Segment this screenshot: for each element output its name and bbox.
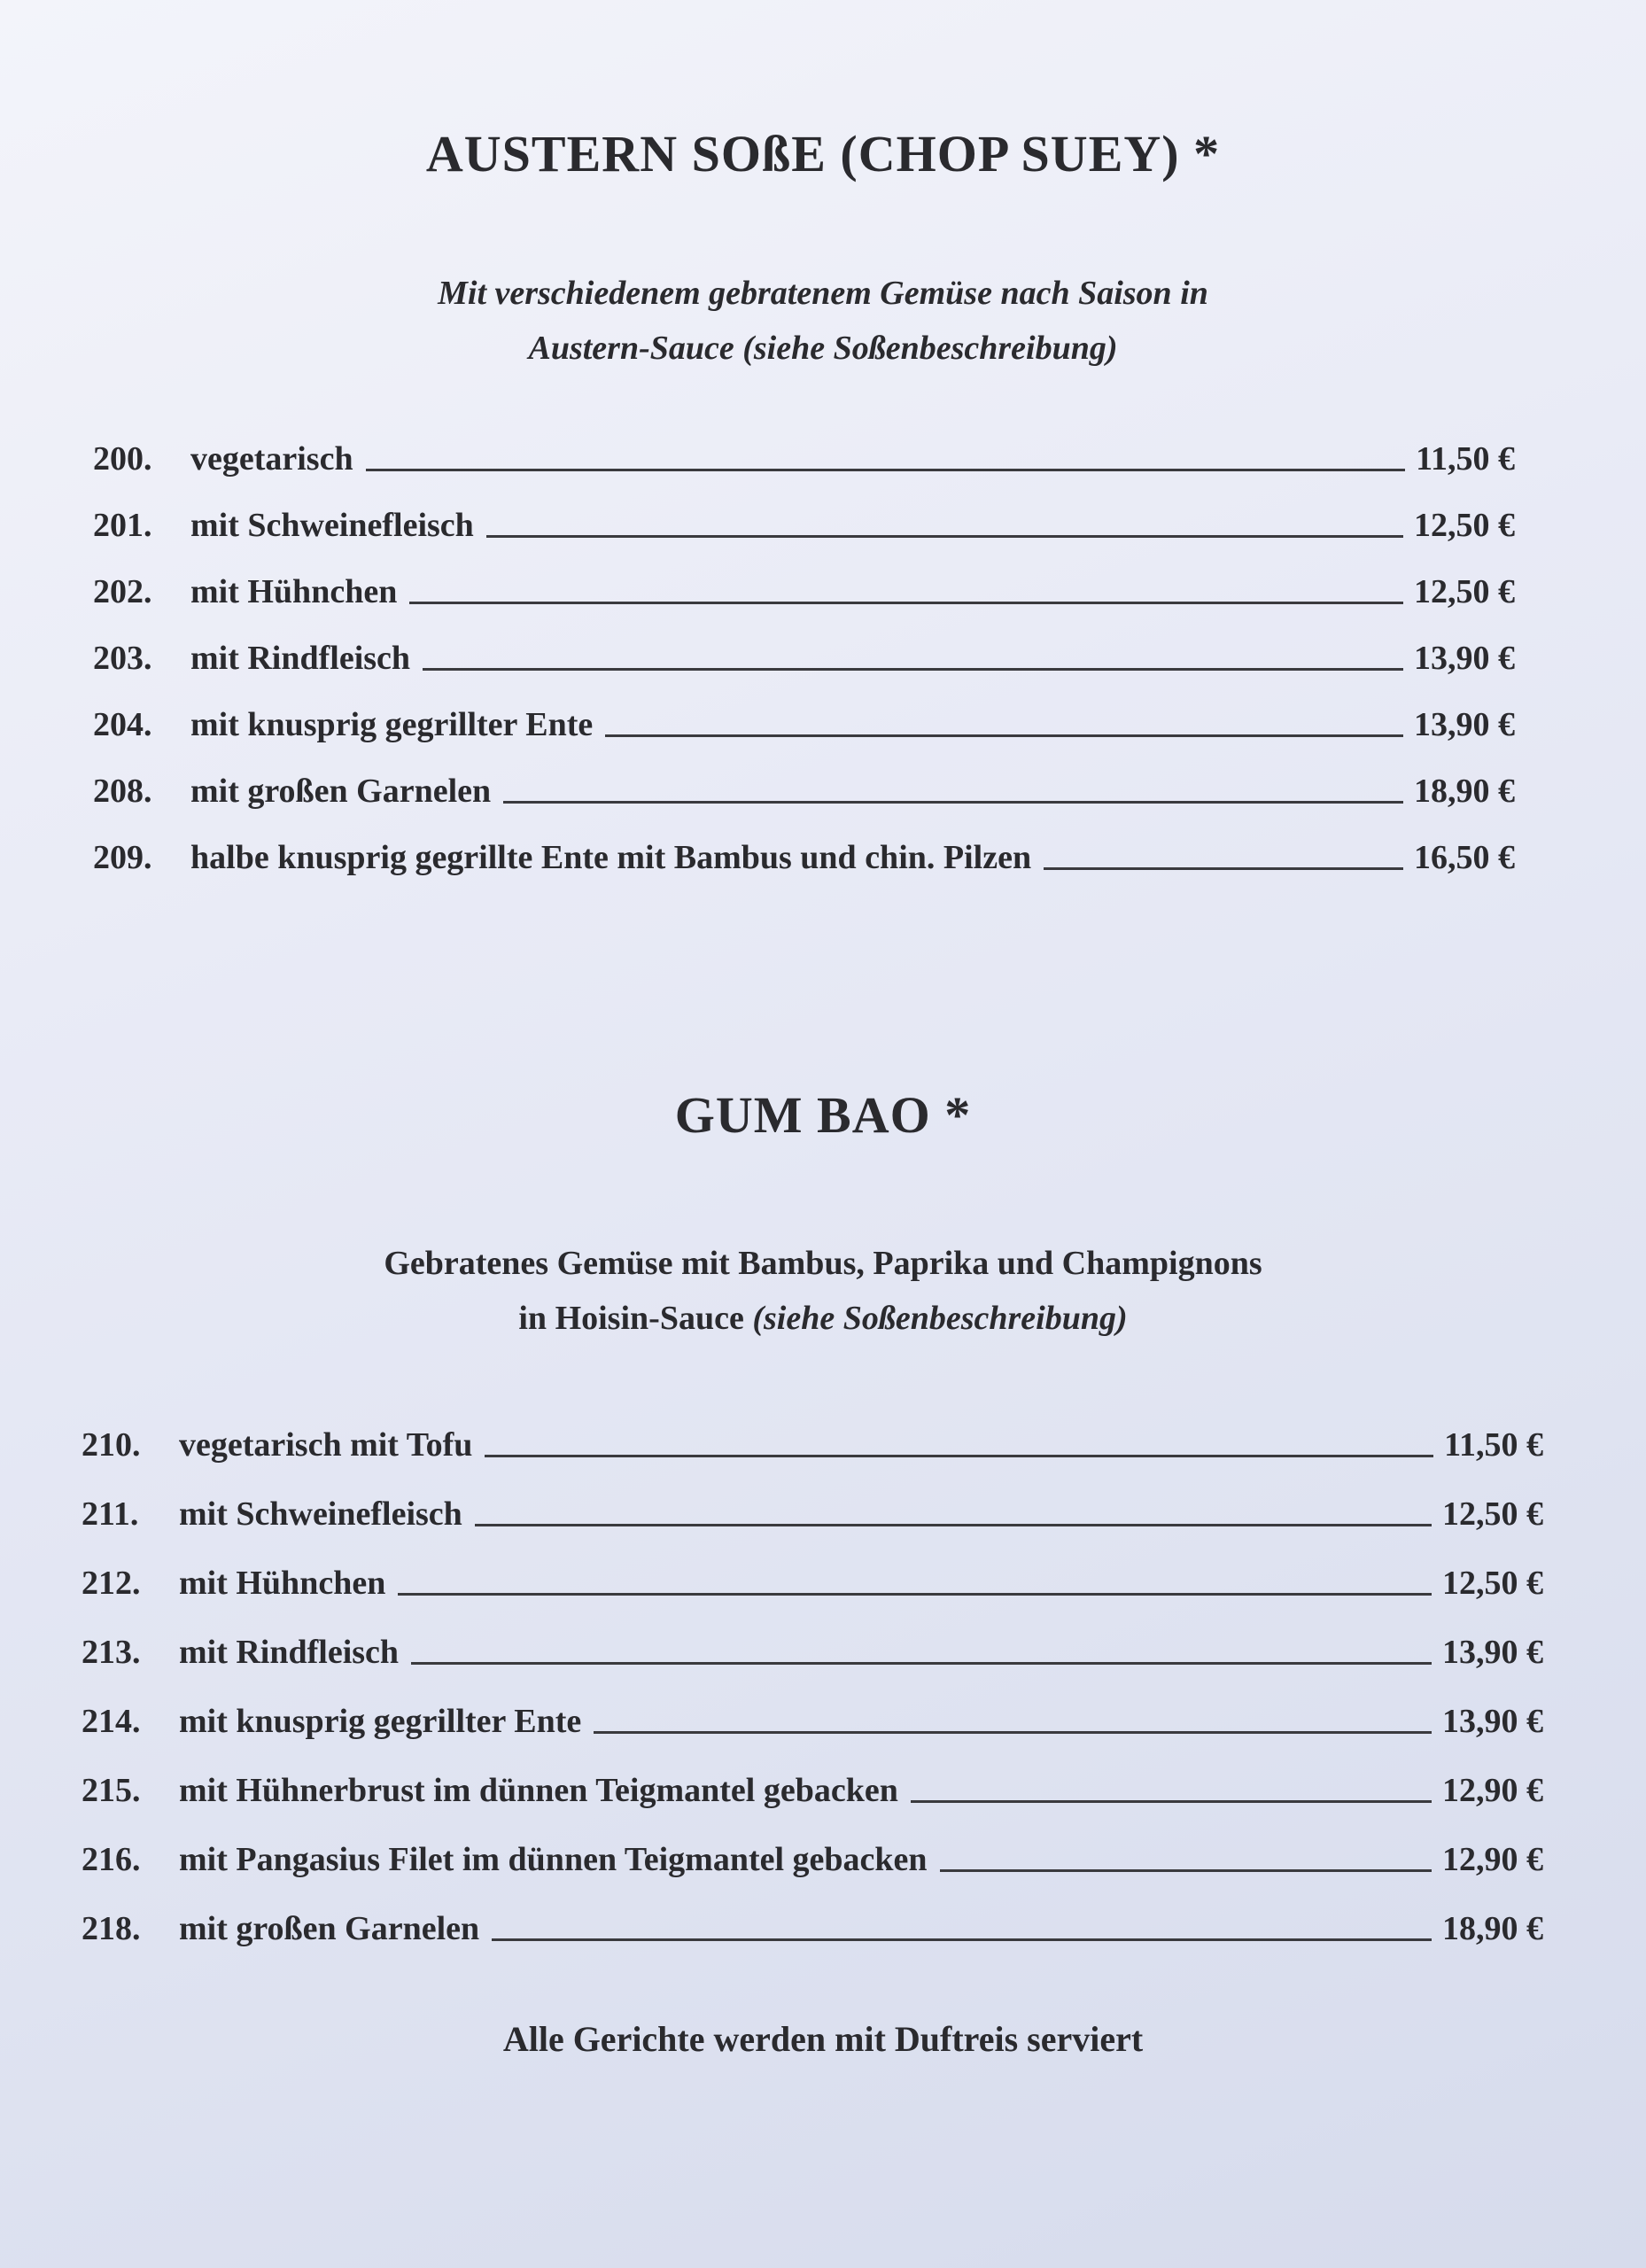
menu-list-austern (93, 412, 1515, 877)
item-number: 203. (93, 640, 152, 677)
item-number: 204. (93, 706, 152, 743)
leader-line (411, 1662, 1432, 1665)
item-price: 16,50 € (1414, 839, 1515, 876)
leader-line (423, 668, 1403, 671)
menu-item (93, 478, 1515, 545)
item-name: vegetarisch mit Tofu (179, 1426, 473, 1464)
item-name: mit Hühnchen (190, 573, 398, 610)
menu-item (82, 1810, 1543, 1879)
leader-line (409, 602, 1403, 604)
menu-item (93, 611, 1515, 678)
item-name: vegetarisch (190, 440, 353, 478)
menu-item (82, 1672, 1543, 1741)
item-number: 208. (93, 773, 152, 810)
item-price: 12,50 € (1442, 1495, 1543, 1533)
description-line: Mit verschiedenem gebratenem Gemüse nach Saison in (438, 275, 1208, 312)
item-name: mit Pangasius Filet im dünnen Teigmantel gebacken (179, 1841, 928, 1878)
leader-line (485, 1455, 1433, 1457)
item-price: 12,50 € (1442, 1565, 1543, 1602)
item-name: mit Schweinefleisch (190, 507, 474, 544)
leader-line (1044, 867, 1403, 870)
item-number: 211. (82, 1495, 139, 1533)
item-name: mit knusprig gegrillter Ente (179, 1703, 582, 1740)
item-name: mit Hühnchen (179, 1565, 386, 1602)
item-price: 12,50 € (1414, 573, 1515, 610)
menu-item (93, 744, 1515, 811)
menu-item (93, 545, 1515, 611)
item-number: 209. (93, 839, 152, 876)
item-name: mit großen Garnelen (190, 773, 492, 810)
menu-item (82, 1464, 1543, 1534)
item-name: mit Rindfleisch (179, 1634, 400, 1671)
leader-line (398, 1593, 1432, 1596)
menu-item (82, 1534, 1543, 1603)
menu-list-gum-bao (82, 1395, 1543, 1948)
item-name: mit Rindfleisch (190, 640, 411, 677)
leader-line (486, 535, 1403, 538)
leader-line (594, 1731, 1432, 1734)
item-name: mit großen Garnelen (179, 1910, 480, 1947)
leader-line (366, 469, 1405, 471)
menu-item (93, 811, 1515, 877)
item-number: 212. (82, 1565, 141, 1602)
item-price: 12,90 € (1442, 1772, 1543, 1809)
item-name: halbe knusprig gegrillte Ente mit Bambus und chin. Pilzen (190, 839, 1032, 876)
menu-item (82, 1879, 1543, 1948)
description-italic: (siehe Soßenbeschreibung) (752, 1300, 1128, 1337)
section-description-gum-bao (0, 1236, 1646, 1346)
menu-item (82, 1741, 1543, 1810)
item-number: 200. (93, 440, 152, 478)
section-title-gum-bao: GUM BAO * (674, 1086, 972, 1144)
leader-line (503, 801, 1403, 804)
item-price: 13,90 € (1442, 1634, 1543, 1671)
item-price: 12,50 € (1414, 507, 1515, 544)
description-line (0, 1291, 1646, 1346)
leader-line (492, 1938, 1432, 1941)
menu-item (93, 412, 1515, 478)
item-number: 213. (82, 1634, 141, 1671)
leader-line (605, 734, 1403, 737)
item-number: 214. (82, 1703, 141, 1740)
item-number: 202. (93, 573, 152, 610)
item-number: 215. (82, 1772, 141, 1809)
menu-item (82, 1603, 1543, 1672)
menu-item (82, 1395, 1543, 1464)
item-price: 18,90 € (1442, 1910, 1543, 1947)
description-line: Austern-Sauce (siehe Soßenbeschreibung) (528, 330, 1118, 367)
item-number: 201. (93, 507, 152, 544)
item-number: 218. (82, 1910, 141, 1947)
item-price: 12,90 € (1442, 1841, 1543, 1878)
item-price: 13,90 € (1414, 640, 1515, 677)
item-price: 13,90 € (1414, 706, 1515, 743)
section-description-austern (0, 266, 1646, 376)
item-number: 210. (82, 1426, 141, 1464)
item-price: 11,50 € (1416, 440, 1515, 478)
item-name: mit knusprig gegrillter Ente (190, 706, 594, 743)
leader-line (940, 1869, 1432, 1872)
section-title-austern: AUSTERN SOßE (CHOP SUEY) * (425, 125, 1221, 183)
item-price: 11,50 € (1444, 1426, 1543, 1464)
description-plain: in Hoisin-Sauce (518, 1300, 753, 1337)
item-price: 18,90 € (1414, 773, 1515, 810)
item-number: 216. (82, 1841, 141, 1878)
leader-line (475, 1524, 1432, 1526)
item-name: mit Schweinefleisch (179, 1495, 462, 1533)
footer-note: Alle Gerichte werden mit Duftreis serviert (502, 2019, 1144, 2059)
item-name: mit Hühnerbrust im dünnen Teigmantel gebacken (179, 1772, 898, 1809)
description-line: Gebratenes Gemüse mit Bambus, Paprika und Champignons (384, 1245, 1262, 1282)
menu-item (93, 678, 1515, 744)
leader-line (911, 1800, 1432, 1803)
item-price: 13,90 € (1442, 1703, 1543, 1740)
